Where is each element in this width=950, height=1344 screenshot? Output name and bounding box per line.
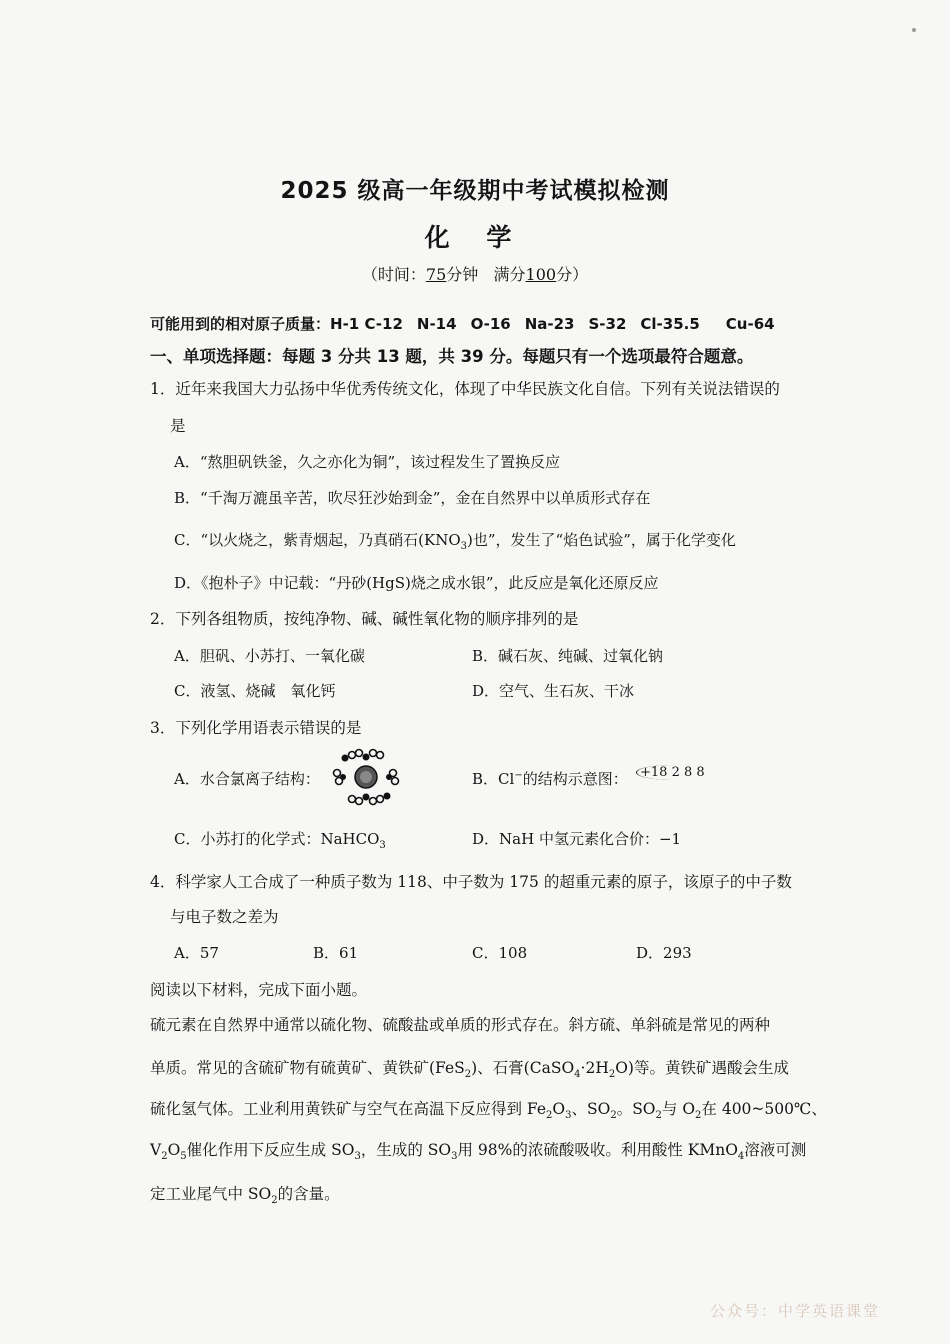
q4-stem-line1: 4．科学家人工合成了一种质子数为 118、中子数为 175 的超重元素的原子，该原子的中子数: [150, 873, 792, 891]
reading-line3: [150, 1097, 827, 1121]
reading-text: 催化作用下反应生成 SO: [186, 1141, 355, 1159]
q1-option-b: B．“千淘万漉虽辛苦，吹尽狂沙始到金”，金在自然界中以单质形式存在: [174, 489, 651, 507]
time-info: [0, 262, 950, 285]
mass-item: Na-23: [524, 315, 575, 333]
q2-stem: 2．下列各组物质，按纯净物、碱、碱性氧化物的顺序排列的是: [150, 610, 579, 628]
q3-option-c-pre: C．小苏打的化学式：NaHCO: [174, 830, 380, 848]
reading-text: 、SO: [571, 1100, 611, 1118]
section-heading: 一、单项选择题：每题 3 分共 13 题，共 39 分。每题只有一个选项最符合题意。: [150, 347, 754, 366]
mass-item: N-14: [416, 315, 457, 333]
reading-sub: 3: [451, 1151, 458, 1163]
hydrated-chloride-ion-diagram: [330, 748, 402, 806]
chloride-structure-text: +18 2 8 8: [636, 765, 707, 780]
reading-sub: 3: [565, 1110, 572, 1122]
mass-item: H-1 C-12: [330, 315, 403, 333]
chloride-structure-diagram: [636, 765, 707, 780]
q2-option-d: D．空气、生石灰、干冰: [472, 682, 635, 700]
reading-text: 溶液可测: [744, 1141, 807, 1159]
reading-text: ·2H: [580, 1059, 609, 1077]
reading-sub: 2: [655, 1110, 662, 1122]
q1-option-c: [174, 529, 736, 552]
reading-text: 硫化氢气体。工业利用黄铁矿与空气在高温下反应得到 Fe: [150, 1100, 547, 1118]
q3-option-b-pre: B．Cl: [472, 770, 515, 788]
reading-sub: 2: [608, 1069, 616, 1081]
q3-option-c: [174, 828, 386, 851]
reading-sub: 2: [271, 1195, 278, 1207]
q1-stem-line2: 是: [170, 417, 186, 435]
reading-sub: 3: [354, 1151, 361, 1163]
q3-stem: 3．下列化学用语表示错误的是: [150, 719, 362, 737]
watermark: 公众号：中学英语课堂: [709, 1302, 880, 1320]
reading-text: O: [552, 1100, 566, 1118]
q3-option-b-sup: −: [514, 770, 523, 781]
reading-text: )、石膏(CaSO: [471, 1059, 575, 1077]
q1-stem-line1: 1．近年来我国大力弘扬中华优秀传统文化，体现了中华民族文化自信。下列有关说法错误的: [150, 380, 780, 398]
time-value: 75: [425, 265, 447, 284]
q3-option-a: A．水合氯离子结构：: [174, 770, 320, 788]
q4-option-c: C．108: [472, 944, 528, 962]
q3-option-b-post: 的结构示意图：: [522, 770, 628, 788]
reading-text: O: [167, 1141, 181, 1159]
reading-text: O)等。黄铁矿遇酸会生成: [615, 1059, 789, 1077]
q3-option-b: [472, 768, 628, 789]
reading-sub: 4: [737, 1151, 745, 1163]
reading-intro: 阅读以下材料，完成下面小题。: [150, 981, 368, 999]
q1-option-c-sub: 3: [460, 541, 468, 552]
q3-option-c-sub: 3: [379, 840, 386, 851]
reading-text: 单质。常见的含硫矿物有硫黄矿、黄铁矿(FeS: [150, 1059, 465, 1077]
reading-text: ，生成的 SO: [360, 1141, 452, 1159]
reading-line2: [150, 1056, 789, 1080]
subject-title: 化 学: [424, 223, 526, 252]
mass-item: Cu-64: [725, 315, 775, 333]
atomic-masses-label: 可能用到的相对原子质量：: [150, 315, 331, 333]
q3-option-d: D．NaH 中氢元素化合价：−1: [472, 830, 682, 848]
reading-sub: 2: [464, 1069, 472, 1081]
q4-option-d: D．293: [636, 944, 692, 962]
mass-item: S-32: [588, 315, 627, 333]
reading-sub: 2: [546, 1110, 553, 1122]
mass-item: O-16: [470, 315, 511, 333]
reading-line1: 硫元素在自然界中通常以硫化物、硫酸盐或单质的形式存在。斜方硫、单斜硫是常见的两种: [150, 1016, 771, 1034]
exam-title: 2025 级高一年级期中考试模拟检测: [280, 178, 670, 204]
time-unit: 分钟: [446, 265, 479, 284]
reading-sub: 2: [695, 1110, 702, 1122]
reading-sub: 2: [610, 1110, 617, 1122]
q4-option-b: B．61: [313, 944, 359, 962]
reading-text: 在 400~500℃、: [701, 1100, 827, 1118]
mass-item: Cl-35.5: [640, 315, 700, 333]
scan-speck: [912, 28, 916, 32]
score-suffix: 分）: [556, 265, 589, 284]
score-prefix: 满分: [493, 265, 526, 284]
reading-text: 定工业尾气中 SO: [150, 1185, 272, 1203]
q2-option-b: B．碱石灰、纯碱、过氧化钠: [472, 647, 664, 665]
reading-sub: 2: [161, 1151, 168, 1163]
q1-option-d: D．《抱朴子》中记载：“丹砂(HgS)烧之成水银”，此反应是氧化还原反应: [174, 574, 659, 592]
reading-line4: [150, 1138, 806, 1162]
reading-line5: [150, 1182, 340, 1206]
q1-option-c-pre: C．“以火烧之，紫青烟起，乃真硝石(KNO: [174, 531, 461, 549]
reading-text: 的含量。: [277, 1185, 340, 1203]
reading-text: 与 O: [661, 1100, 696, 1118]
q1-option-c-post: )也”，发生了“焰色试验”，属于化学变化: [467, 531, 736, 549]
reading-text: V: [150, 1141, 162, 1159]
time-prefix: （时间：: [361, 265, 426, 284]
q4-stem-line2: 与电子数之差为: [170, 908, 279, 926]
q4-option-a: A．57: [174, 944, 219, 962]
reading-text: 。SO: [616, 1100, 656, 1118]
reading-text: 用 98%的浓硫酸吸收。利用酸性 KMnO: [457, 1141, 738, 1159]
q2-option-c: C．液氢、烧碱 氧化钙: [174, 682, 336, 700]
reading-sub: 5: [180, 1151, 187, 1163]
q1-option-a: A．“熬胆矾铁釜，久之亦化为铜”，该过程发生了置换反应: [174, 453, 561, 471]
q2-option-a: A．胆矾、小苏打、一氧化碳: [174, 647, 365, 665]
reading-sub: 4: [574, 1069, 581, 1081]
score-value: 100: [525, 265, 557, 284]
atomic-masses: [150, 313, 781, 334]
